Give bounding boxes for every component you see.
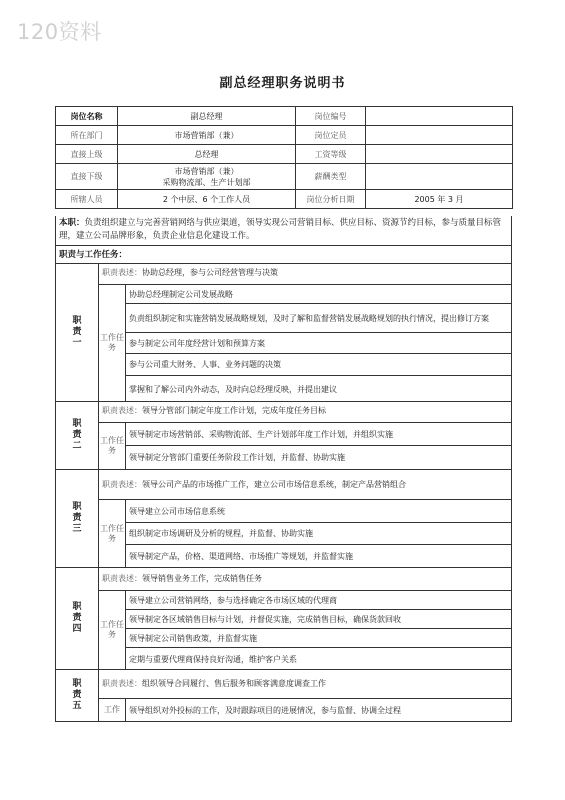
task-item: 领导制定产品，价格、渠道网络、市场推广等规划，并监督实施 — [129, 551, 353, 561]
task-item: 领导组织对外投标的工作，及时跟踪项目的进展情况，参与监督、协调全过程 — [129, 705, 401, 715]
task-group — [99, 423, 511, 469]
duty-statement-label: 职责表述： — [102, 574, 142, 583]
duty-name: 职责一 — [72, 316, 82, 348]
duty-statement — [99, 264, 511, 285]
info-row — [56, 145, 513, 164]
page-title: 副总经理职务说明书 — [219, 76, 346, 91]
watermark: 120资料 — [17, 20, 102, 44]
duty-statement — [99, 670, 511, 699]
duty-statement-label: 职责表述： — [102, 480, 142, 489]
duty-name-cell — [56, 568, 99, 669]
info-label: 岗位名称 — [56, 107, 118, 126]
task-item: 参与制定公司年度经营计划和预算方案 — [126, 333, 511, 354]
info-label: 薪酬类型 — [296, 164, 366, 190]
task-item: 领导制定各区域销售目标与计划，并督促实施，完成销售目标，确保货款回收 — [126, 610, 511, 629]
task-list — [126, 591, 511, 669]
task-item: 负责组织制定和实施营销发展战略规划，及时了解和监督营销发展战略规划的执行情况，提出修订方案 — [126, 304, 511, 333]
info-value-line: 市场营销部（兼） — [174, 166, 239, 176]
task-label: 工作任务 — [99, 591, 126, 669]
info-value: 市场营销部（兼） — [118, 126, 296, 145]
info-row — [56, 107, 513, 126]
info-label: 所在部门 — [56, 126, 118, 145]
info-label: 所辖人员 — [56, 190, 118, 209]
summary-text: 负责组织建立与完善营销网络与供应渠道，领导实现公司营销目标、供应目标、资源节约目标，参与质量目标管理，建立公司品牌形象，负责企业信息化建设工作。 — [59, 218, 502, 241]
duty-name-cell — [56, 264, 99, 401]
info-label: 直接下级 — [56, 164, 118, 190]
info-label: 岗位定员 — [296, 126, 366, 145]
task-label: 工作 — [99, 699, 126, 721]
duty-block — [55, 264, 512, 402]
duty-statement-label: 职责表述： — [102, 679, 142, 688]
info-value: 2 个中层、6 个工作人员 — [118, 190, 296, 209]
info-label: 岗位分析日期 — [296, 190, 366, 209]
task-label: 工作任务 — [99, 423, 126, 469]
summary-label: 本职： — [59, 218, 85, 228]
task-label: 工作任务 — [99, 285, 126, 401]
info-label: 直接上级 — [56, 145, 118, 164]
duty-statement-label: 职责表述： — [102, 268, 142, 277]
info-row — [56, 164, 513, 190]
info-label: 岗位编号 — [296, 107, 366, 126]
task-item: 领导建立公司市场信息系统 — [126, 500, 511, 523]
info-value-line: 采购物流部、生产计划部 — [162, 177, 251, 187]
duty-block — [55, 568, 512, 670]
duty-name-cell — [56, 670, 99, 721]
info-label: 工资等级 — [296, 145, 366, 164]
info-value — [118, 164, 296, 190]
info-row — [56, 126, 513, 145]
info-value — [366, 107, 513, 126]
task-list — [126, 699, 511, 721]
duty-name: 职责五 — [72, 679, 82, 711]
duties-header: 职责与工作任务： — [55, 246, 512, 264]
duty-name: 职责四 — [72, 602, 82, 634]
duty-statement-text: 协助总经理，参与公司经营管理与决策 — [142, 268, 278, 277]
duty-name-cell — [56, 470, 99, 567]
duty-statement — [99, 568, 511, 591]
duty-name: 职责三 — [72, 502, 82, 534]
info-row — [56, 190, 513, 209]
info-value: 总经理 — [118, 145, 296, 164]
task-group — [99, 500, 511, 567]
duty-block — [55, 670, 512, 722]
task-item: 领导制定市场营销部、采购物流部、生产计划部年度工作计划，并组织实施 — [126, 423, 511, 446]
task-group — [99, 591, 511, 669]
duty-statement-text: 领导分管部门制定年度工作计划，完成年度任务目标 — [142, 406, 326, 415]
task-group — [99, 699, 511, 721]
duty-name: 职责二 — [72, 419, 82, 451]
duty-block — [55, 402, 512, 470]
task-item: 协助总经理制定公司发展战略 — [126, 285, 511, 304]
info-value — [366, 145, 513, 164]
task-item: 定期与重要代理商保持良好沟通，维护客户关系 — [129, 654, 297, 664]
duty-statement — [99, 470, 511, 500]
task-item: 领导制定公司销售政策，并监督实施 — [126, 629, 511, 648]
task-item: 领导制定分管部门重要任务阶段工作计划，并监督、协助实施 — [129, 453, 345, 462]
info-value — [366, 164, 513, 190]
task-group — [99, 285, 511, 401]
info-value: 副总经理 — [118, 107, 296, 126]
duty-statement-label: 职责表述： — [102, 406, 142, 415]
position-info-table — [55, 106, 513, 209]
task-item: 领导建立公司营销网络，参与选择确定各市场区域的代理商 — [126, 591, 511, 610]
duty-statement-text: 组织领导合同履行、售后服务和顾客满意度调查工作 — [142, 679, 326, 688]
duty-statement-text: 领导销售业务工作，完成销售任务 — [142, 574, 262, 583]
task-item: 组织制定市场调研及分析的规程，并监督、协助实施 — [126, 523, 511, 545]
duty-block — [55, 470, 512, 568]
duty-statement — [99, 402, 511, 423]
info-value — [366, 126, 513, 145]
job-summary — [55, 216, 512, 246]
task-item: 参与公司重大财务、人事、业务问题的决策 — [126, 354, 511, 376]
task-list — [126, 285, 511, 401]
task-list — [126, 500, 511, 567]
duty-statement-text: 领导公司产品的市场推广工作，建立公司市场信息系统，制定产品营销组合 — [142, 480, 406, 489]
info-value: 2005 年 3 月 — [366, 190, 513, 209]
task-item: 掌握和了解公司内外动态，及时向总经理反映，并提出建议 — [129, 384, 337, 394]
task-label: 工作任务 — [99, 500, 126, 567]
task-list — [126, 423, 511, 469]
duty-name-cell — [56, 402, 99, 469]
